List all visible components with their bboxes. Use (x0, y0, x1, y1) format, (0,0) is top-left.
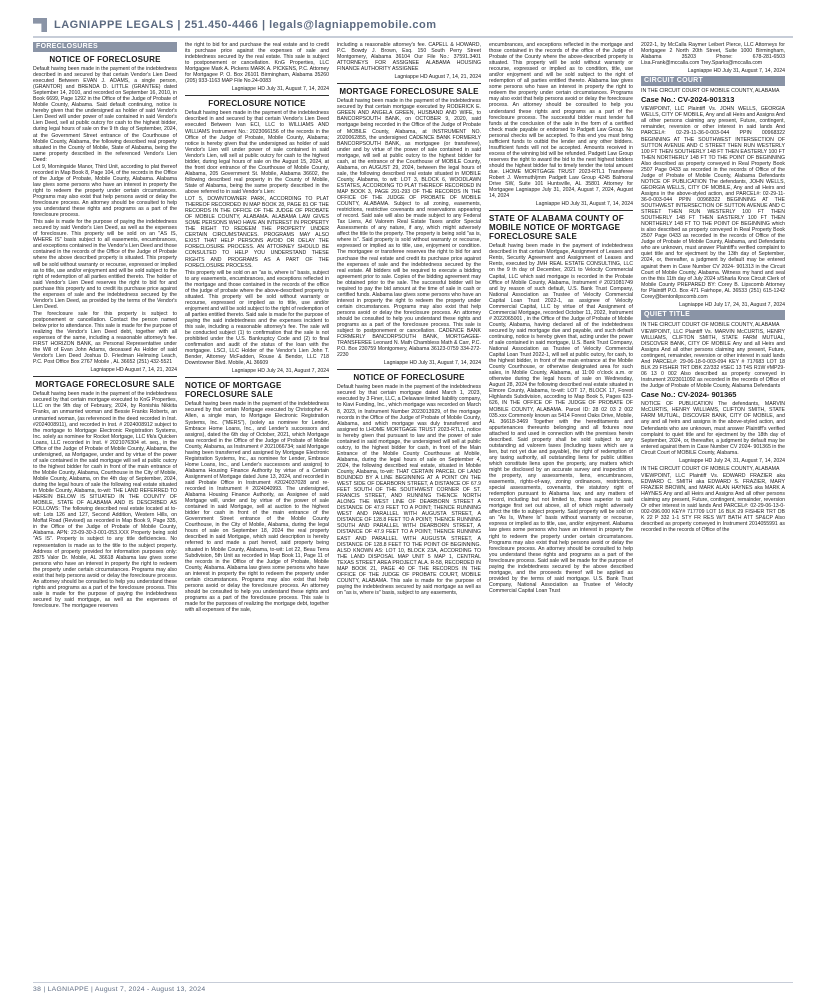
publication-dates: Lagniappe HD July 31, August 7, 14, 2024 (383, 360, 481, 367)
notice-heading: FORECLOSURE NOTICE (208, 99, 306, 109)
section-band-circuit-court: CIRCUIT COURT (641, 76, 785, 86)
notice-body: Default having been made in the payment of the indebtedness secured by that certain mortgage dated March 1, 2023, executed by 3 Finer, LLC, a Delaware limited liability company, to Kiavi Funding, Inc., which mortgage was recorded on March 8, 2023, in Instrument Number 2023013929, of the mortgage records in the Office of the Judge of Probate of Mobile County, Alabama, and which mortgage was duly transferred and assigned to LHOME MORTGAGE TRUST 2023-RTL1, notice is hereby given that pursuant to law and the power of sale contained in said mortgage, the undersigned will sell at public outcry, to the highest bidder for cash, in front of the Main Entrance of the Mobile County Courthouse at Mobile, Alabama, during the legal hours of sale on September 4, 2024, the following described real estate, situated in Mobile County, Alabama, to-wit: THAT CERTAIN PARCEL OF LAND BOUNDED BY A LINE BEGINNING AT A POINT ON THE WEST SIDE OF DEARBORN STREET, A DISTANCE OF 67.9 FEET SOUTH OF THE SOUTHWEST CORNER OF ST. FRANCIS STREET, AND RUNNING THENCE NORTH ALONG THE WEST LINE OF DEARBORN STREET A DISTANCE OF 47.9 FEET TO A POINT; THENCE RUNNING WEST AND PARALLEL WITH AUGUSTA STREET, A DISTANCE OF 128.8 FEET TO A POINT; THENCE RUNNING SOUTH AND PARALLEL WITH DEARBORN STREET, A DISTANCE OF 47.9 FEET TO A POINT; THENCE RUNNING EAST AND PARALLEL WITH AUGUSTA STREET, A DISTANCE OF 128.8 FEET TO THE POINT OF BEGINNING. ALSO KNOWN AS: LOT 10, BLOCK 23A, ACCORDING TO THE LAND DISPOSAL MAP UNIT 5 MAP 1, CENTRAL TEXAS STREET AREA PROJECT ALA. R-58, RECORDED IN MAP BOOK 21, PAGE 40 OF THE RECORDS IN THE OFFICE OF THE JUDGE OF PROBATE COURT, MOBILE COUNTY, ALABAMA. This sale is made for the purpose of paying the indebtedness secured by said mortgage as well as on "as is, where is" basis, subject to any easements, (337, 384, 481, 596)
notice-body: This property will be sold on an "as is, where is" basis, subject to any easements, encumbrances, and exceptions reflected in the mortgage and those contained in the records of the office of the judge of probate where the above-described property is situated. This property will be sold without warranty or recourse, expressed or implied as to title, use and/or enjoyment and will be sold subject to the right of redemption of all parties entitled thereto. Said sale is made for the purpose of paying the said indebtedness and the expenses incident to this sale, including a reasonable attorney's fee. The sale will be conducted subject (1) to confirmation that the sale is not prohibited under the U.S. Bankruptcy Code and (2) to final confirmation and audit of the status of the loan with the mortgagee. LSCI, LLC Holder of the Vendor's Lien John T. Bender, Attorney McFadden, Rouse & Bendor, LLC 718 Downtowner Blvd. Mobile, AL 36609 (185, 269, 329, 367)
case-number: Case No.: CV-2024-901313 (641, 95, 735, 105)
notice-legal-description: Lot 9, Morningside Manor, Third Unit, according to plat thereof recorded in Map Book 8, Page 104, of the records in the Office of the Judge of Probate, Mobile County, Alabama. Alabama law gives some persons who have an interest in property the right to redeem the property under certain circumstances. Programs may also exist that help persons avoid or delay the foreclosure process. An attorney should be consulted to help you understand these rights and programs as a part of the foreclosure process. (33, 163, 177, 219)
notice-body: This sale is made for the purpose of paying the indebtedness secured by said Vendor's Lien Deed, as well as the expenses of foreclosure. This property will be sold on an "AS IS, WHERE IS" basis subject to all easements, encumbrances, and exceptions contained in the Vendor's Lien Deed and those contained in the records of the Office of the Judge of Probate where the above described property is situated. This property will be sold without warranty or recourse, expressed or implied as to title, use and/or enjoyment and will be sold subject to the right of redemption of all parties entitled thereto. The holder of said Vendor's Lien Deed reserves the right to bid for and purchase this property and to credit its purchase price against the expenses of sale and the indebtedness secured by the Vendor's Lien Deed, as provided by the terms of the Vendor's Lien Deed. (33, 219, 177, 310)
notice-body: encumbrances, and exceptions reflected in the mortgage and those contained in the records of the office of the Judge of Probate of the County where the above-described property is situated. This property will be sold without warranty or recourse, expressed or implied as to condition, title, use and/or enjoyment and will be sold subject to the right of redemption of all parties entitled thereto. Alabama law gives some persons who have an interest in property the right to redeem the property under certain circumstances. Programs may also exist that help persons avoid or delay the foreclosure process. An attorney should be consulted to help you understand these rights and programs as a part of the foreclosure process. The successful bidder must tender full funds at the conclusion of the sale in the form of a certified check made payable or endorsed to Padgett Law Group. No personal checks will be accepted. To this end you must bring sufficient funds to outbid the lender and any other bidders. Insufficient funds will not be accepted. Amounts received in excess of the winning bid will be refunded. Padgett Law Group reserves the right to award the bid to the next highest bidders should the highest bidder fail to timely tender the total amount due. LHOME MORTGAGE TRUST 2023-RTL1 Transferee Robert J. Wermuth/jmm Padgett Law Group 4245 Balmoral Drive SW, Suite 101 Huntsville, AL 35801 Attorney for Mortgagee Lagniappe July 31, 2024, August 7, 2024, August 14, 2024 (489, 42, 633, 200)
notice-body: Default having been made in the payment of the indebtedness secured by that certain mortgage executed by RODERICK E. GREEN AND ANGELA GREEN, HUSBAND AND WIFE, to BANCORPSOUTH BANK, on OCTOBER 9, 2020, said mortgage being recorded in the Office of the Judge of Probate of MOBILE County, Alabama, at INSTRUMENT NO. 2020062855, the undersigned CADENCE BANK FORMERLY BANCORPSOUTH BANK, as mortgagee (or transferee), under and by virtue of the power of sale contained in said mortgage, will sell at public outcry to the highest bidder for cash, at the entrance of the Courthouse of MOBILE County, Alabama, on AUGUST 29, 2024, between the legal hours of sale, the following described real estate situated in MOBILE County, Alabama, to wit: LOT 3, BLOCK 6, WOODLAWN ESTATES, ACCORDING TO PLAT THEREOF RECORDED IN MAP BOOK 3, PAGE 291-293 OF THE RECORDS IN THE OFFICE OF THE JUDGE OF PROBATE OF MOBILE COUNTY, ALABAMA. Subject to all zoning, easements, restrictions, restrictive covenants and reservations appearing of record. Said sale will also be made subject to any Federal Tax Liens, Ad Valorem Real Estate Taxes and/or Special Assessments of any nature, if any, which might adversely affect the title to the property. The property is being sold "as is, where is". Said property is sold without warranty or recourse, expressed or implied as to title, use, enjoyment or condition. The mortgagee or transferee reserves the right to bid for and purchase the real estate and credit its purchase price against the expenses of sale and the indebtedness secured by the real estate. All bidders will be required to execute a bidding agreement prior to sale. Copies of the bidding agreement may be obtained prior to the sale. The successful bidder will be required to pay the bid amount at the time of sale in cash or certified funds. Alabama law gives some persons who have an interest in property the right to redeem the property under certain circumstances. Programs may also exist that help persons avoid or delay the foreclosure process. An attorney should be consulted to help you understand these rights and programs as a part of the foreclosure process. This sale is subject to postponement or cancellation. CADENCE BANK FORMERLY BANCORPSOUTH BANK, MORTGAGEE-TRANSFEREE Leonard N. Math Chambless Math & Carr, P.C. P.O. Box 230759 Montgomery, Alabama 36123-0759 334-272-2230 (337, 98, 481, 359)
page-footer (33, 982, 793, 996)
column-2 (185, 42, 329, 972)
notice-body: NOTICE OF PUBLICATION The defendants, MARVIN McCURTIS, HENRY WILLIAMS, CLIFTON SMITH, STATE FARM MUTUAL, DISCOVER BANK, CITY OF MOBILE, and any and all heirs and assigns in the above-styled action, and Defendants who are unknown, must answer Plaintiff's verified complaint to quiet title and for ejectment by the 18th day of September, 2024, or, thereafter, a judgment by default may be entered against them in Case Number CV 2024- 901365 in the Circuit Court of MOBILE County, Alabama. (641, 401, 785, 456)
masthead-rule (33, 36, 793, 38)
notice-divider (185, 377, 329, 378)
publication-dates: Lagniappe HD July 24, 31, August 7, 2024 (231, 368, 329, 375)
section-band-quiet-title: QUIET TITLE (641, 310, 785, 320)
notice-body: including a reasonable attorney's fee. CAPELL & HOWARD, P.C. Bowdy J. Brown, Esq. 150 South Perry Street Montgomery, Alabama 36104 Our File No.: 37591.3401 ATTORNEYS FOR ASSIGNEE ALABAMA HOUSING FINANCE AUTHORITY ASSIGNEE (337, 42, 481, 73)
notice-divider (337, 83, 481, 84)
notice-body: VIEWPOINT, LLC Plaintiff Vs. JOHN WELLS, GEORGIA WELLS, CITY OF MOBILE, Any and all Heirs and Assigns And all other persons claiming any present, Future, contingent, remainder, reversion or other interest in said lands And PARCEL#: 02-29-11-36-0-003-044 PPIN 00968322 BEGINNING AT THE SOUTHWEST INTERSECTION OF SUTTON AVENUE AND C STREET THEN RUN WESTERLY 100 FT THEN SOUTHERLY 148 FT THEN EASTERLY 100 FT THEN NORTHERLY 148 FT TO THE POINT OF BEGINNING Also described as property conveyed in Real Property Book 2507 Page 0433 as recorded in the records of Office of the Judge of Probate of Mobile County, Alabama Defendants NOTICE OF PUBLICATION The defendants, JOHN WELLS, GEORGIA WELLS, CITY OF MOBILE, Any and all Heirs and Assigns in the above-styled action, and PARCEL#: 02-29-11-36-0-003-044 PPIN 00968322 BEGINNING AT THE SOUTHWEST INTERSECTION OF SUTTON AVENUE AND C STREET THEN RUN WESTERLY 100 FT THEN SOUTHERLY 148 FT THEN EASTERLY 100 FT THEN NORTHERLY 148 FT TO THE POINT OF BEGINNING which is also described as property conveyed in Real Property Book 2507 Page 0433 as recorded in the records of Office of the Judge of Probate of Mobile County, Alabama, and Defendants who are unknown, must answer Plaintiff's verified complaint to quiet title and for ejectment by the 13th day of September, 2024, or, thereafter, a judgment by default may be entered against them in Case Number CV 2024- 901313 in the Circuit Court of Mobile County, Alabama. Witness my hand and seal on the this 11th day of July 2024 s/Sharla Knox Circuit Clerk of Mobile County PREPARED BY: Corey B. Lipscomb Attorney for Plaintiff P.O. Box 471 Fairhope, AL 36533 (251) 615-1242 Corey@bentonlipscomb.com (641, 106, 785, 300)
publication-dates: Lagniappe HD August 7, 14, 21, 2024 (394, 74, 481, 81)
notice-body: VIEWPOINT, LLC Plaintiff Vs. MARVIN McCURTIS, HENRY WILLIAMS, CLIFTON SMITH, STATE FARM MUTUAL, DISCOVER BANK, CITY OF MOBILE Any and all Heirs and Assigns And all other persons claiming any present, Future, contingent, remainder, reversion or other interest in said lands And PARCEL#: 29-06-18-0-003-094 KEY # 717683 LOT 18 BLK 29 FISHER TRT DBK 22/332 #SEC 13 T4S R1W #MP29-06 13 0 002 Also described as property conveyed in Instrument 2023011092 as recorded in the records of Office of the Judge of Probate of Mobile County, Alabama Defendants (641, 328, 785, 390)
notice-legal-description: LOT 5, DOWNTOWNER PARK, ACCORDING TO PLAT THEREOF RECORDED IN MAP BOOK 28, PAGE 81 OF THE RECORDS IN THE OFFICE OF THE JUDGE OF PROBATE OF MOBILE COUNTY, ALABAMA. ALABAMA LAW GIVES SOME PERSONS WHO HAVE AN INTEREST IN PROPERTY THE RIGHT TO REDEEM THE PROPERTY UNDER CERTAIN CIRCUMSTANCES. PROGRAMS MAY ALSO EXIST THAT HELP PERSONS AVOID OR DELAY THE FORECLOSURE PROCESS. AN ATTORNEY SHOULD BE CONSULTED TO HELP YOU UNDERSTAND THESE RIGHTS AND PROGRAMS AS A PART OF THE FORECLOSURE PROCESS. (185, 196, 329, 269)
publication-dates: Lagniappe HD August 7, 14, 21, 2024 (90, 367, 177, 374)
masthead (33, 14, 793, 36)
masthead-title: LAGNIAPPE LEGALS | 251.450-4466 | legals@lagniappemobile.com (54, 19, 437, 31)
notice-body: Default having been made in the payment of indebtedness described in that certain Mortgage, Assignment of Leases and Rents, Security Agreement and Assignment of Leases and Rents, executed by JMH REAL ESTATE CONSULTING, LLC on the 9 th day of December, 2021 to Velocity Commercial Capital, LLC which said mortgage is recorded in the Probate Office of Mobile County, Alabama, Instrument # 2021081749 and by reason of such default, U.S. Bank Trust Company, National Association as Trustee of Velocity Commercial Capital Loan Trust 2022-1, as assignee of Velocity Commercial Capital, LLC by virtue of that Assignment of Commercial Mortgage, recorded October 11, 2022, Instrument # 2022065001 , in the Office of the Judge of Probate of Mobile County, Alabama, having declared all of the indebtedness secured by said mortgage due and payable, and such default continuing, notice is hereby given that, acting under the power of sale contained in said mortgage, U.S. Bank Trust Company, National Association as Trustee of Velocity Commercial Capital Loan Trust 2022-1, will sell at public outcry, for cash, to the highest bidder, in front of the main entrance at the Mobile County Courthouse, or otherwise designated area for such sales, in Mobile County, Alabama, at 11:00 o'clock a.m. or otherwise during the legal hours of sale on Wednesday, August 28, 2024 the following described real estate situated in Elmore County, Alabama, to-wit: LOT 17, BLOCK 17, Forest Highlands Subdivision, according to Map Book 5, Pages 623-626, IN THE OFFICE OF THE JUDGE OF PROBATE OF MOBILE COUNTY, ALABAMA. Parcel ID: 28 02 03 2 002 035.xxx Commonly known as 5414 Forest Oaks Drive, Mobile, AL 36618-3469 Together with the hereditaments and appurtenances thereunto belonging and all fixtures now attached to and used in connection with the premises herein described. Said property shall be sold subject to any outstanding ad valorem taxes (including taxes which are a lien, but not yet due and payable), the right of redemption of any taxing authority, all outstanding liens for public utilities which constitute liens upon the property, any matters which might be disclosed by an accurate survey and inspection of the property, any assessments, liens, encumbrances, easements, rights-of-way, zoning ordinances, restrictions, special assessments, covenants, the statutory right of redemption pursuant to Alabama law, and any matters of record, including but not limited to, those superior to said mortgage first set out above, all of which might adversely affect the title to subject property. Said property will be sold on an "As Is, Where Is" basis without warranty or recourse, express or implied as to title, use, and/or enjoyment. Alabama law gives some persons who have an interest in property the right to redeem the property under certain circumstances. Programs may also exist that help persons avoid or delay the foreclosure process. An attorney should be consulted to help you understand these rights and programs as a part of the foreclosure process. Said sale will be made for the purpose of paying the indebtedness secured by the above described mortgage, and the proceeds thereof will be applied as provided by the terms of said mortgage. U.S. Bank Trust Company, National Association as Trustee of Velocity Commercial Capital Loan Trust (489, 243, 633, 594)
publication-dates: Lagniappe HD July 31, August 7, 14, 2024 (535, 201, 633, 208)
notice-heading: MORTGAGE FORECLOSURE SALE (35, 380, 175, 390)
publication-dates: Lagniappe HD July 31, August 7, 14, 2024 (687, 68, 785, 75)
notice-divider (489, 210, 633, 211)
notice-body: Default having been made in the payment of the indebtedness described in and secured by that certain Vendor's Lien Deed executed Between EVAN J. ADAMS, a single person, (GRANTOR) and BRENDA D. LITTLE (GRANTEE) dated September 14, 2010, and recorded on September 16, 2010, in Book 6699, Page 1292 in the Office of the Judge of Probate of Mobile County, Alabama. Said default continuing, notice is hereby given that the undersigned as holder of said Vendor's Lien Deed will under power of sale contained in said Vendor's Lien Deed, sell at public outcry for cash to the highest bidder, during legal hours of sale on the 9 th day of September, 2024, at the Government Street entrance of the Courthouse of Mobile County, Alabama, the following described real property situated in the County of Mobile, State of Alabama, being the same property described in the referenced Vendor's Lien Deed: (33, 66, 177, 163)
publication-dates: Lagniappe HD July 17, 24, 31, August 7, 2024 (679, 301, 785, 308)
notice-heading: NOTICE OF FORECLOSURE (49, 55, 161, 64)
notice-body: The foreclosure sale for this property is subject to postponement or cancellation. Contact the person named below prior to attendance. This sale is made for the purpose of realizing the Vendor's Lien Deed debt, together with all expenses of the same, including a reasonable attorney's fee. FIRST HORIZON BANK, as Personal Representative under the Will of Evan John Adams, deceased As Holder of said Vendor's Lien Deed Joshua D. Friedman Helmsing Leach, P.C. Post Office Box 2767 Mobile , AL 36652 (251) 432-5521 (33, 310, 177, 366)
column-1 (33, 42, 177, 972)
notice-heading: NOTICE OF MORTGAGE FORECLOSURE SALE (185, 381, 282, 400)
section-band-foreclosures: FORECLOSURES (33, 42, 177, 52)
court-heading: IN THE CIRCUIT COURT OF MOBILE COUNTY, ALABAMA (641, 88, 780, 95)
notice-divider (33, 376, 177, 377)
notice-body: Default having been made in the payment of the indebtedness secured by that certain Mortgage executed by Christopher A. Allen, a single man, to Mortgage Electronic Registration Systems, Inc. ("MERS"), (solely as nominee for Lender, Embrace Home Loans, Inc., and Lender's successors and assigns), dated the 6th day of October, 2021, which Mortgage was recorded in the Office of the Judge of Probate of Mobile County, Alabama, as Instrument # 2021066734; said Mortgage having been transferred and assigned by Mortgage Electronic Registration Systems, Inc., as nominee for Lender, Embrace Home Loans, Inc., and Lender's successors and assigns) to Alabama Housing Finance Authority by virtue of a Certain Assignment of Mortgage dated June 13, 2024, and recorded in said Probate Office in Instrument #2024037028 and re-recorded in Instrument # 2024040993. The undersigned, Alabama Housing Finance Authority, as Assignee of said Mortgage will, under and by virtue of the power of sale contained in said Mortgage, sell at auction to the highest bidder for cash in front of the main entrance of the Government Street entrance of the Mobile County Courthouse, in the City of Mobile, Alabama, during the legal hours of sale on September 18, 2024 the real property described in said Mortgage, which said description is hereby referred to and made a part hereof, said property being situated in Mobile County, Alabama, to-wit: Lot 22, Beau Terra Subdivision, 5th Unit as recorded in Map Book 11, Page 11 of the records in the Office of the Judge of Probate, Mobile County, Alabama. Alabama law gives some persons who have an interest in property the right to redeem the property under certain circumstances. Programs may also exist that help persons avoid or delay the foreclosure process. An attorney should be consulted to help you understand these rights and programs as a part of the foreclosure process. This sale is made for the purposes of realizing the mortgage debt, together with all expenses of the sale, (185, 401, 329, 613)
notice-heading: NOTICE OF FORECLOSURE (353, 373, 465, 383)
column-5 (641, 42, 785, 972)
notice-heading: STATE OF ALABAMA COUNTY OF MOBILE NOTICE OF MORTGAGE FORECLOSURE SALE (489, 214, 624, 242)
notice-body: 2022-1, by McCalla Raymer Leibert Pierce, LLC Attorneys for Mortgagee 2 North 20th Street, Suite 1000 Birmingham, Alabama 35203 Phone: 678-281-6503 Lisa.Frank@mccalla.com Trey.Sparks@mccalla.com (641, 42, 785, 67)
notice-divider (185, 95, 329, 96)
notice-body: the right to bid for and purchase the real estate and to credit its purchase price against the expenses of sale and indebtedness secured by the real estate. This sale is subject to postponement or cancellation. KnG Properties, LLC Mortgagee Mark A. Pickens MARK A. PICKENS, P.C. Attorney for Mortgagee P. O. Box 26101 Birmingham, Alabama 35260 (205) 933-1163 MAP File No.24-0083 (185, 42, 329, 85)
lagniappe-logo-icon (33, 18, 47, 32)
court-heading: IN THE CIRCUIT COURT OF MOBILE COUNTY, ALABAMA (641, 465, 780, 472)
column-3 (337, 42, 481, 972)
case-number: Case No.: CV-2024- 901365 (641, 390, 737, 400)
notice-body: VIEWPOINT, LLC Plaintiff Vs. EDWARD FRAZIER aka EDWARD C. SMITH aka EDWARD S. FRAZIER, MARY FRAZIER BROWN, and MARK ALAN HAYNES aka MARK A HAYNES Any and all Heirs and Assigns And all other persons claiming any present, Future, contingent, remainder, reversion Or other interest in said lands And PARCEL#: 02-29-06-13-0-002-096.000 KEY# 717709 LOT 16 BLK 29 FISHER TRT DB K 22 P 332 1-1 STY FR RES W/T BATH ATT SP&CP Also described as property conveyed in Instrument 2014055991 as recorded in the records of Office of the (641, 472, 785, 534)
footer-folio: 38 | LAGNIAPPE | August 7, 2024 - August 13, 2024 (33, 986, 206, 993)
notice-body: Default having been made in the payment of the indebtedness secured by that certain mortgage executed to KnG Properties, LLC on the 9th day of February, 2024, by Ronishia Nikkita Franks, an unmarried woman and Bessie Franks Roberts, an unmarried woman, (as referenced in the deed recorded in Inst. #2024008911), and recorded in Inst. # 2024008912 subject to the mortgage to Mortgage Electronic Registration Systems, Inc. solely as nominee for Rocket Mortgage, LLC f/k/a Quicken Loans, LLC recorded in Inst. # 2021076304 et. seq., in the Office of the Judge of Probate of Mobile County, Alabama, the undersigned, as Mortgagee, under and by virtue of the power of sale contained in the said mortgage will sell at public outcry to the highest bidder for cash in front of the main entrance of the Mobile County, Alabama, Courthouse in the City of Mobile, Mobile County, Alabama, on the 4th day of September, 2024, during the legal hours of sale the following real estate situated in Mobile County, Alabama, to-wit: THE LAND REFERRED TO HEREIN BELOW IS SITUATED IN THE COUNTY OF MOBILE, STATE OF ALABAMA AND IS DESCRIBED AS FOLLOWS: The following described real estate located at to-wit: Lots 126 and 127, Second Addition, Western Hills, on Moffat Road (Revised) as recorded in Map Book 9, Page 335, in the Office of the Judge of Probate of Mobile County, Alabama. APN: 23-09-30-3-001-053.XXX Property being sold "AS IS". Property is subject to any title deficiencies. No representation is made as to the title to the subject property. Address of property provided for information purposes only: 2875 Valor Dr. Mobile, AL 36618 Alabama law gives some persons who have an interest in property the right to redeem the property under certain circumstances. Programs may also exist that help persons avoid or delay the foreclosure process. An attorney should be consulted to help you understand these rights and programs as a part of the foreclosure process. This sale is made for the purpose of paying the indebtedness secured by said mortgage, as well as the expenses of foreclosure. The mortgagee reserves (33, 391, 177, 609)
publication-dates: Lagniappe HD July 31, August 7, 14, 2024 (231, 86, 329, 93)
column-4 (489, 42, 633, 972)
notice-body: Default having been made in the payment of the indebtedness described in and secured by that certain Vendor's Lien Deed executed Between Ivan ECI, LLC to WILLIAMS AND WILLIAMS Instrument No.: 2023066156 of the records in the Office of the Judge of Probate, Mobile County, Alabama; notice is hereby given that the undersigned as holder of said Vendor's Lien will under power of sale contained in said Vendor's Lien, will sell at public outcry for cash to the highest bidder, during legal hours of sale on the August 15, 2024, at the front door entrance of the Courthouse of Mobile County, Alabama, 205 Government St. Mobile, Alabama 36602, the following described real property in the County of Mobile, State of Alabama, being the same property described in the above referred to in said Vendor's Lien: (185, 110, 329, 195)
notice-heading: MORTGAGE FORECLOSURE SALE (339, 87, 479, 97)
publication-dates: Lagniappe HD July 24, 31, August 7, 14, 2024 (679, 457, 785, 464)
court-heading: IN THE CIRCUIT COURT OF MOBILE COUNTY, ALABAMA (641, 321, 780, 328)
legal-columns (33, 42, 793, 972)
notice-divider (337, 369, 481, 370)
